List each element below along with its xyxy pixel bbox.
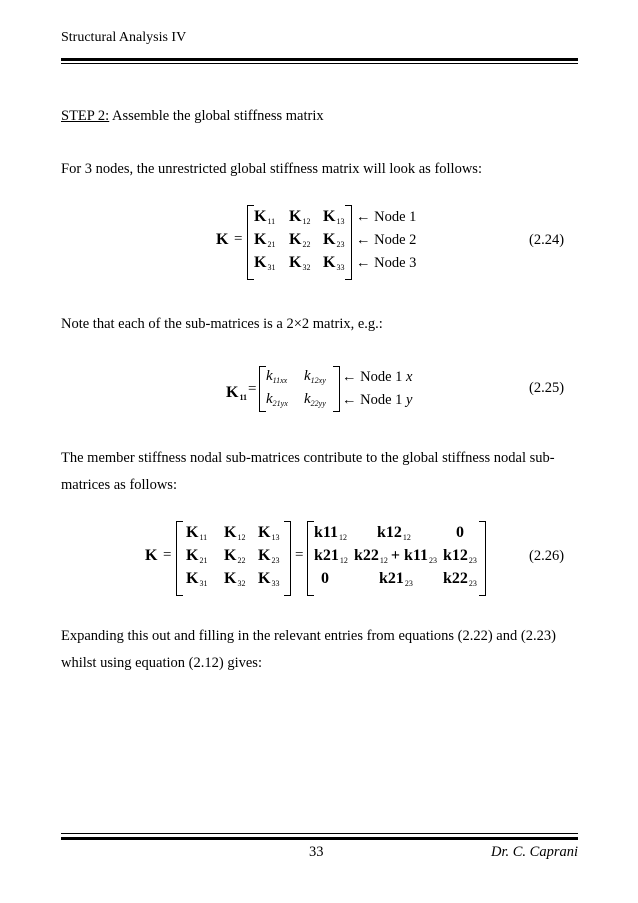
eq225-lhs: $K_{11}$ [226,384,248,402]
eq225-k22yy: $k_{22yy}$ [304,391,326,408]
header-rule-thick [61,58,578,61]
eq226-k22-23: $k22_{23}$ [443,570,477,588]
eq226-K13: $K_{13}$ [258,524,280,542]
eq225-label-1: ← Node 1 x [342,369,413,385]
paragraph-4: Expanding this out and filling in the relevant entries from equations (2.22) and (2.23) whilst using equation (2.12) gives: [61,628,556,671]
step-label: STEP 2: [61,108,110,124]
eq226-k12-12: $k12_{12}$ [377,524,411,542]
eq226-K31: $K_{31}$ [186,570,208,588]
eq224-K23: $K_{23}$ [323,231,345,249]
eq226-number: (2.26) [529,548,565,564]
eq226-k21-23: $k21_{23}$ [379,570,413,588]
eq224-label-node3: ← Node 3 [356,255,417,271]
eq226-zero-r3: 0 [321,570,329,587]
eq226-K21: $K_{21}$ [186,547,208,565]
step-text: Assemble the global stiffness matrix [109,108,324,124]
eq225-k21yx: $k_{21yx}$ [266,391,288,408]
eq224-label-node2: ← Node 2 [356,232,417,248]
eq224-K22: $K_{22}$ [289,231,311,249]
eq226-k11-12: $k11_{12}$ [314,524,348,542]
eq226-left-bracket-1 [176,521,183,596]
eq226-k22-12-plus-k11-23: $k22_{12} + k11_{23}$ [354,547,438,565]
eq224-K13: $K_{13}$ [323,208,345,226]
header-rule-thin [61,63,578,64]
eq225-number: (2.25) [529,380,565,396]
eq226-K33: $K_{33}$ [258,570,280,588]
header-title: Structural Analysis IV [61,30,187,45]
eq226-K12: $K_{12}$ [224,524,246,542]
eq225-right-bracket [333,366,340,412]
eq226-K11: $K_{11}$ [186,524,208,542]
eq224-left-bracket [247,205,254,280]
eq224-K31: $K_{31}$ [254,254,276,272]
eq226-K23: $K_{23}$ [258,547,280,565]
step-heading [61,103,578,130]
paragraph-2: Note that each of the sub-matrices is a 2×2 matrix, e.g.: [61,316,383,332]
footer-author: Dr. C. Caprani [490,844,578,860]
eq225-k11xx: $k_{11xx}$ [266,368,288,385]
eq224-K32: $K_{32}$ [289,254,311,272]
eq226-right-bracket-2 [479,521,486,596]
eq226-K32: $K_{32}$ [224,570,246,588]
eq226-k21-12: $k21_{12}$ [314,547,348,565]
footer-rule-thin [61,833,578,834]
eq224-lhs: K [216,231,229,248]
eq226-zero-r1: 0 [456,524,464,541]
eq225-k12xy: $k_{12xy}$ [304,368,326,385]
eq225-left-bracket [259,366,266,412]
eq226-k12-23: $k12_{23}$ [443,547,477,565]
eq225-equals: = [248,381,257,397]
eq224-K33: $K_{33}$ [323,254,345,272]
eq224-equals: = [234,231,243,247]
eq224-label-node1: ← Node 1 [356,209,417,225]
footer-rule-thick [61,837,578,840]
eq224-K21: $K_{21}$ [254,231,276,249]
eq226-right-bracket-1 [284,521,291,596]
eq226-left-bracket-2 [307,521,314,596]
eq224-right-bracket [345,205,352,280]
eq224-K11: $K_{11}$ [254,208,276,226]
eq226-equals-2: = [295,547,304,563]
eq224-K12: $K_{12}$ [289,208,311,226]
page-number: 33 [309,844,324,860]
eq226-equals-1: = [163,547,172,563]
paragraph-1: For 3 nodes, the unrestricted global stiffness matrix will look as follows: [61,161,482,177]
eq226-lhs: K [145,547,158,564]
eq225-label-2: ← Node 1 y [342,392,413,408]
eq224-number: (2.24) [529,232,565,248]
eq226-K22: $K_{22}$ [224,547,246,565]
paragraph-3: The member stiffness nodal sub-matrices contribute to the global stiffness nodal sub- matrices as follows: [61,450,555,493]
